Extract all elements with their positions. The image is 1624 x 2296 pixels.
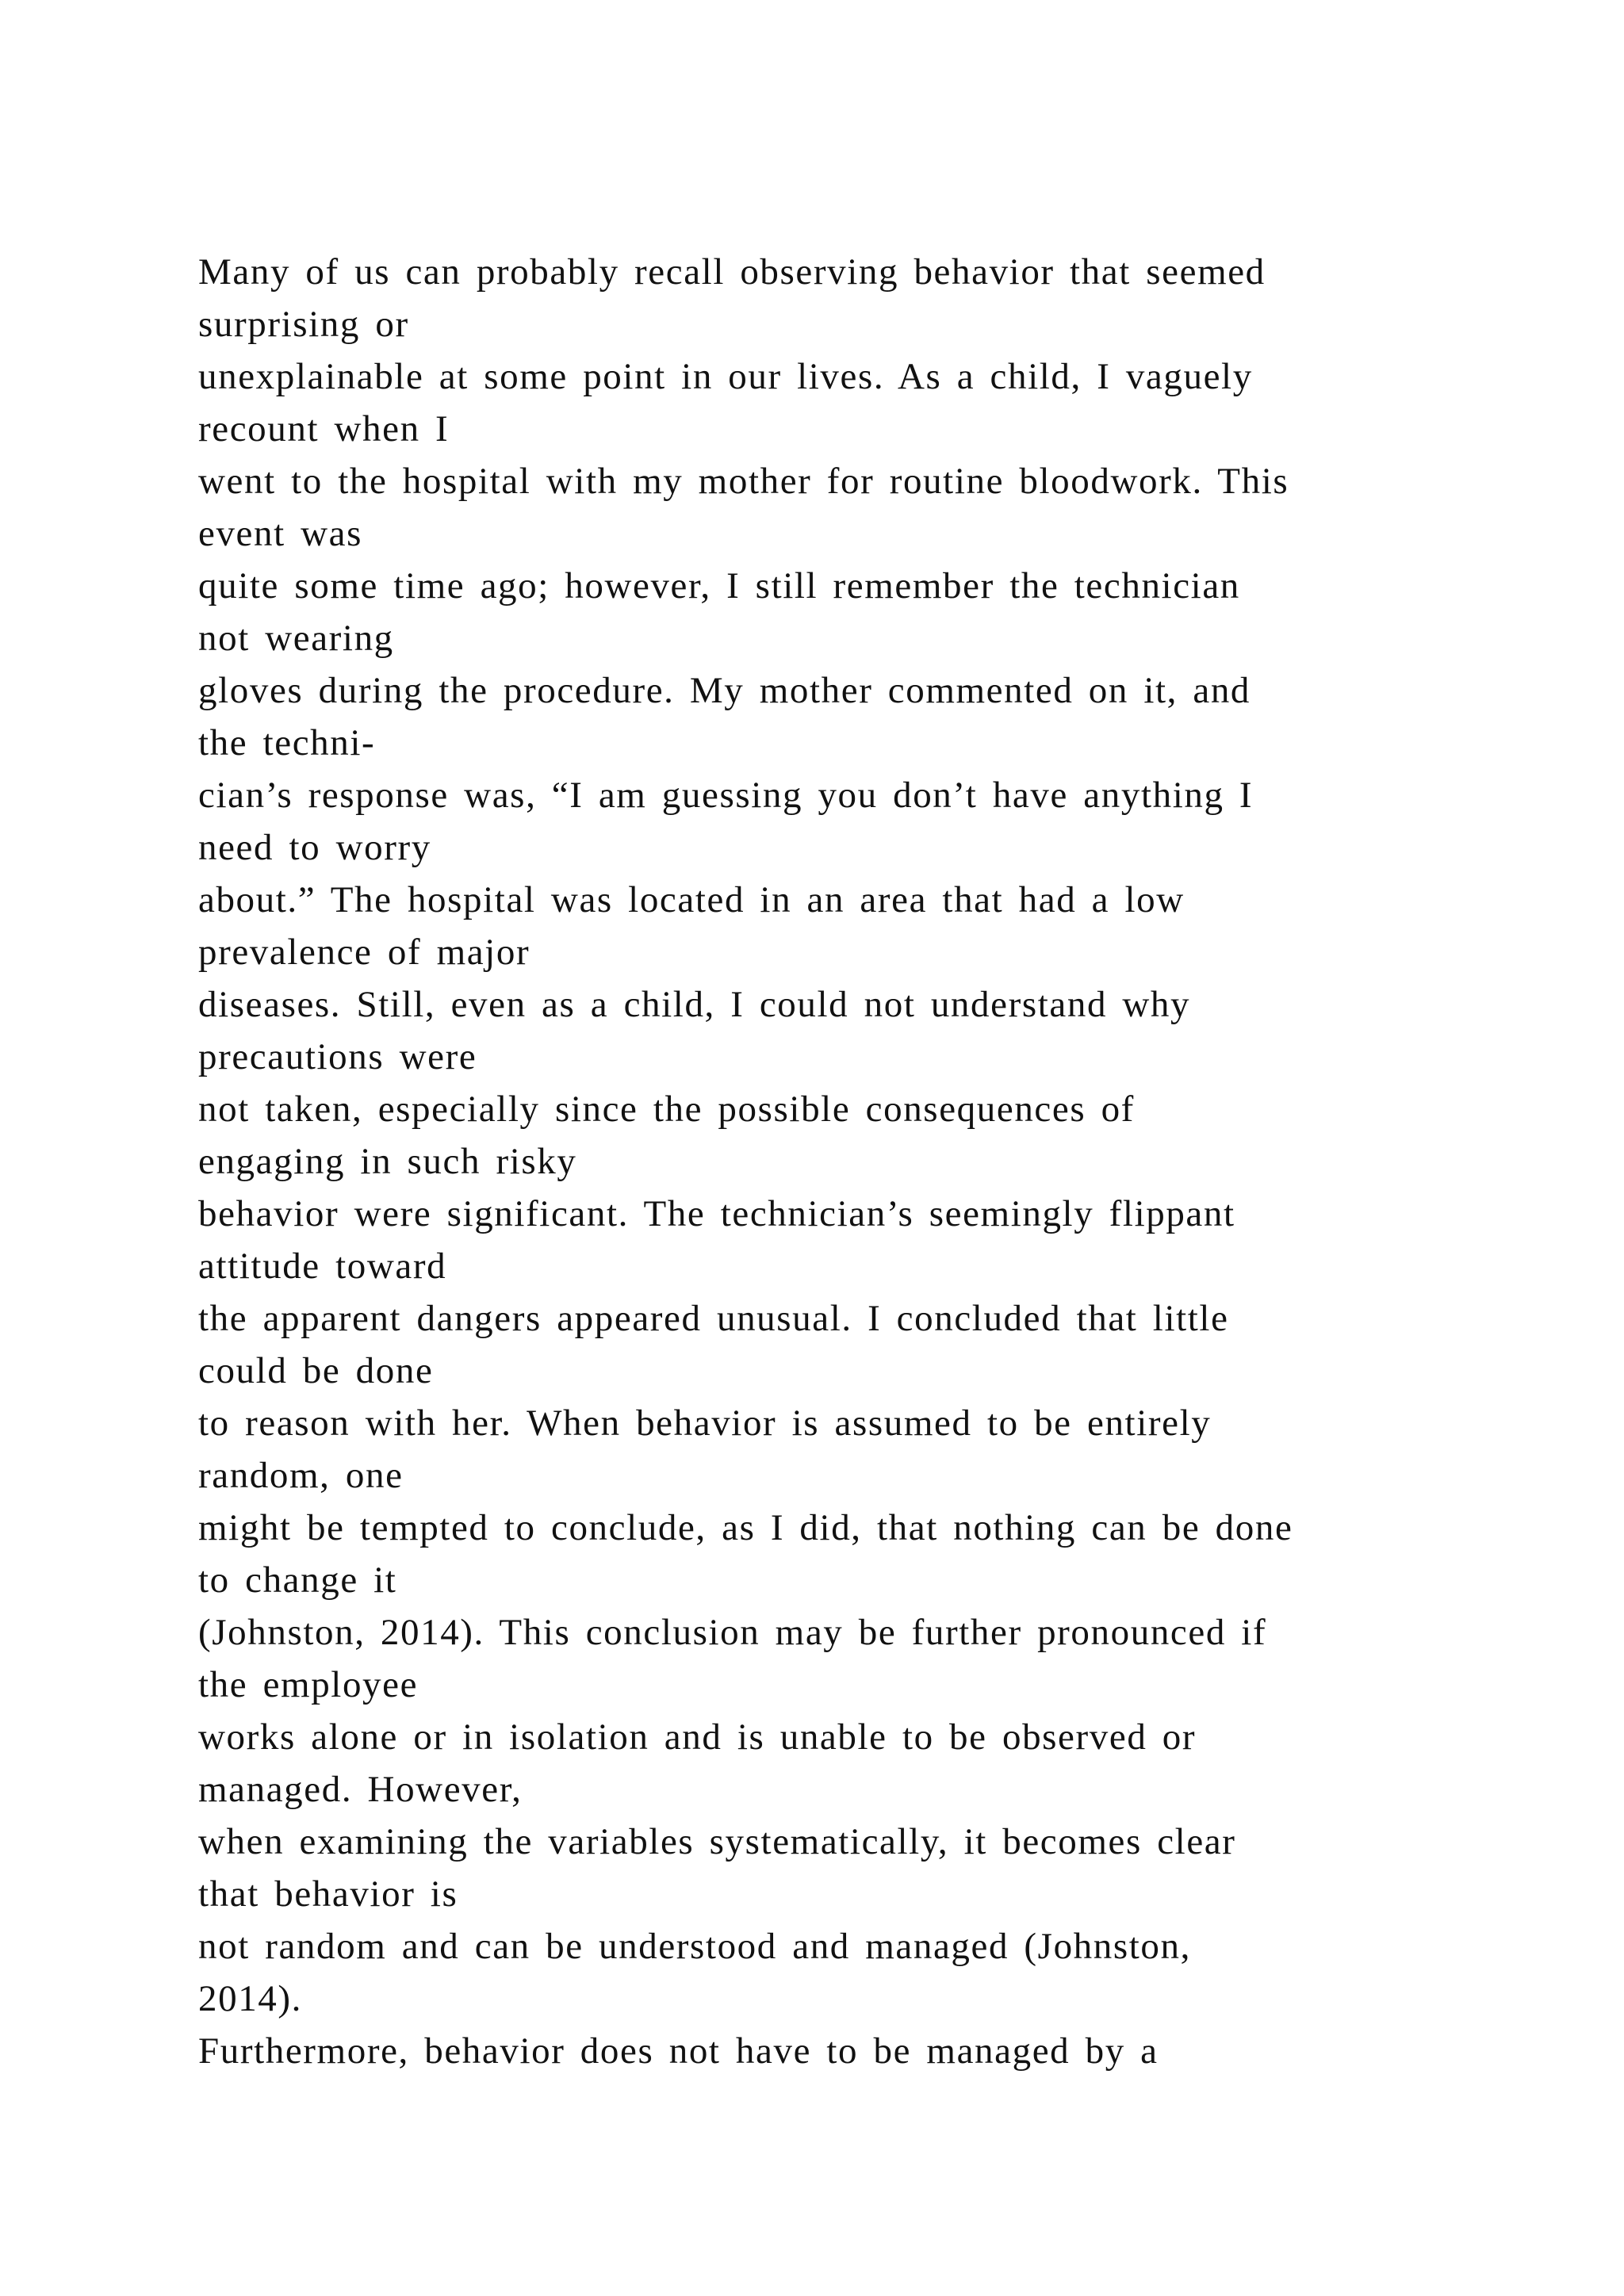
text-line: surprising or [198, 304, 409, 345]
text-line: attitude toward [198, 1246, 447, 1287]
text-line: recount when I [198, 408, 450, 450]
text-line: not taken, especially since the possible consequences of [198, 1089, 1135, 1130]
text-line: to change it [198, 1559, 397, 1601]
text-line: quite some time ago; however, I still remember the technician [198, 565, 1240, 607]
body-text [198, 246, 1546, 2077]
text-line: gloves during the procedure. My mother commented on it, and [198, 670, 1251, 711]
text-line: behavior were significant. The technician’s seemingly flippant [198, 1193, 1235, 1234]
text-line: event was [198, 513, 363, 554]
text-line: when examining the variables systematically, it becomes clear [198, 1821, 1236, 1862]
text-line: the apparent dangers appeared unusual. I concluded that little [198, 1298, 1229, 1339]
text-line: unexplainable at some point in our lives. As a child, I vaguely [198, 356, 1253, 397]
text-line: the techni- [198, 722, 376, 763]
text-line: the employee [198, 1664, 419, 1705]
text-line: to reason with her. When behavior is assumed to be entirely [198, 1402, 1212, 1444]
text-line: Furthermore, behavior does not have to be managed by a [198, 2030, 1159, 2072]
text-line: could be done [198, 1350, 434, 1391]
text-line: not wearing [198, 618, 394, 659]
text-line: diseases. Still, even as a child, I could not understand why [198, 984, 1191, 1025]
text-line: prevalence of major [198, 932, 530, 973]
text-line: engaging in such risky [198, 1141, 577, 1182]
text-line: went to the hospital with my mother for routine bloodwork. This [198, 461, 1289, 502]
text-line: works alone or in isolation and is unable to be observed or [198, 1716, 1197, 1758]
text-line: precautions were [198, 1036, 477, 1077]
text-line: managed. However, [198, 1769, 523, 1810]
text-line: Many of us can probably recall observing behavior that seemed [198, 251, 1266, 293]
text-line: need to worry [198, 827, 431, 868]
text-line: might be tempted to conclude, as I did, that nothing can be done [198, 1507, 1293, 1548]
text-line: random, one [198, 1455, 404, 1496]
text-line: 2014). [198, 1978, 303, 2019]
text-line: that behavior is [198, 1873, 458, 1915]
text-line: (Johnston, 2014). This conclusion may be further pronounced if [198, 1612, 1267, 1653]
text-line: about.” The hospital was located in an area that had a low [198, 879, 1185, 920]
text-line: cian’s response was, “I am guessing you don’t have anything I [198, 775, 1254, 816]
text-line: not random and can be understood and managed (Johnston, [198, 1926, 1191, 1967]
